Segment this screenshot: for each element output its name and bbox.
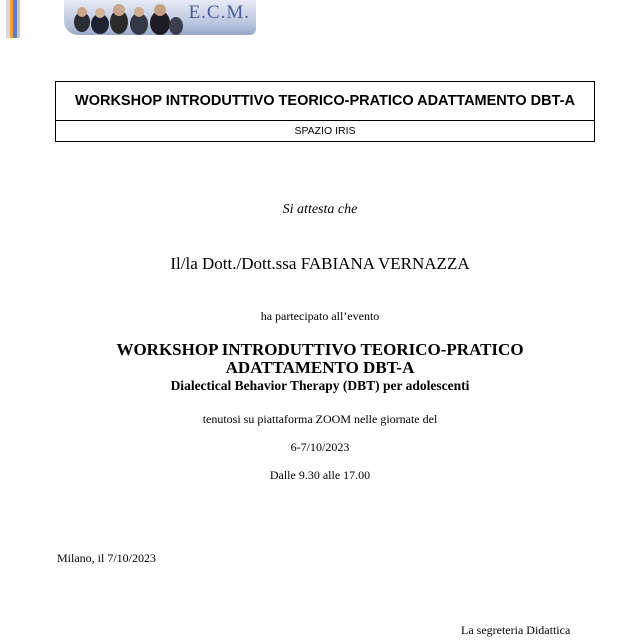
platform-text: tenutosi su piattaforma ZOOM nelle giornate del (202, 412, 438, 426)
event-dates: 6-7/10/2023 (290, 440, 350, 454)
participation-text: ha partecipato all’evento (260, 309, 380, 323)
ecm-logo (64, 0, 256, 35)
signature-label: La segreteria Didattica (461, 623, 571, 637)
place-date: Milano, il 7/10/2023 (57, 551, 156, 565)
attesta-text: Si attesta che (282, 202, 358, 217)
event-hours: Dalle 9.30 alle 17.00 (269, 468, 371, 482)
event-subtitle: Dialectical Behavior Therapy (DBT) per adolescenti (170, 378, 470, 393)
header-title: WORKSHOP INTRODUTTIVO TEORICO-PRATICO ADATTAMENTO DBT-A (56, 82, 594, 121)
title-box (55, 81, 595, 142)
event-title-line1: WORKSHOP INTRODUTTIVO TEORICO-PRATICO (116, 340, 524, 359)
participant-name: Il/la Dott./Dott.ssa FABIANA VERNAZZA (170, 254, 470, 273)
event-title-line2: ADATTAMENTO DBT-A (225, 358, 415, 377)
logo-people-image (64, 0, 184, 35)
color-stripe-decoration (6, 0, 20, 38)
header-subtitle: SPAZIO IRIS (294, 125, 356, 137)
logo-text: E.C.M. (188, 2, 250, 23)
